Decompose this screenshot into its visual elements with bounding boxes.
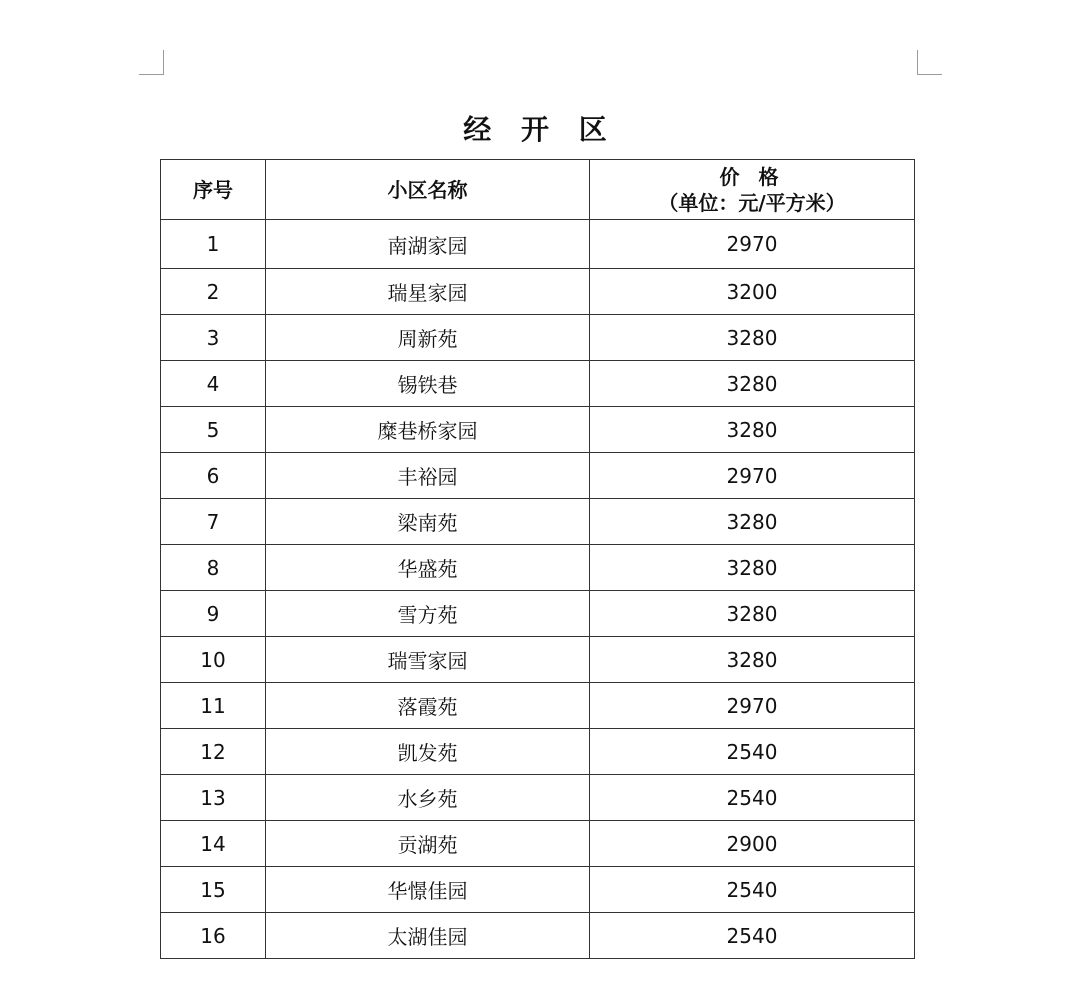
cell-serial-number: 11 xyxy=(161,683,266,729)
cell-community-name: 糜巷桥家园 xyxy=(266,407,590,453)
cell-price: 3280 xyxy=(590,637,915,683)
cell-price: 2970 xyxy=(590,220,915,269)
header-serial-number: 序号 xyxy=(161,160,266,220)
table-row xyxy=(161,453,915,499)
table-row xyxy=(161,361,915,407)
cell-price: 2540 xyxy=(590,775,915,821)
cell-serial-number: 3 xyxy=(161,315,266,361)
table-row xyxy=(161,913,915,959)
cell-serial-number: 12 xyxy=(161,729,266,775)
cell-community-name: 华憬佳园 xyxy=(266,867,590,913)
cell-community-name: 雪方苑 xyxy=(266,591,590,637)
page-corner-mark-top-left xyxy=(139,50,164,75)
cell-serial-number: 1 xyxy=(161,220,266,269)
cell-price: 3280 xyxy=(590,545,915,591)
cell-serial-number: 16 xyxy=(161,913,266,959)
table-row xyxy=(161,407,915,453)
cell-community-name: 丰裕园 xyxy=(266,453,590,499)
cell-community-name: 瑞雪家园 xyxy=(266,637,590,683)
cell-serial-number: 5 xyxy=(161,407,266,453)
cell-serial-number: 6 xyxy=(161,453,266,499)
table-row xyxy=(161,821,915,867)
cell-price: 3200 xyxy=(590,269,915,315)
cell-community-name: 南湖家园 xyxy=(266,220,590,269)
table-row xyxy=(161,683,915,729)
table-row xyxy=(161,729,915,775)
table-row xyxy=(161,775,915,821)
cell-price: 3280 xyxy=(590,361,915,407)
table-row xyxy=(161,591,915,637)
table-row xyxy=(161,269,915,315)
table-body xyxy=(161,220,915,959)
cell-price: 2540 xyxy=(590,913,915,959)
table-row xyxy=(161,315,915,361)
cell-community-name: 瑞星家园 xyxy=(266,269,590,315)
cell-community-name: 梁南苑 xyxy=(266,499,590,545)
table-row xyxy=(161,867,915,913)
cell-community-name: 落霞苑 xyxy=(266,683,590,729)
cell-community-name: 周新苑 xyxy=(266,315,590,361)
cell-price: 2970 xyxy=(590,683,915,729)
housing-price-table xyxy=(160,159,915,959)
cell-price: 2970 xyxy=(590,453,915,499)
cell-serial-number: 13 xyxy=(161,775,266,821)
table-row xyxy=(161,545,915,591)
document-title: 经 开 区 xyxy=(463,113,617,146)
cell-community-name: 凯发苑 xyxy=(266,729,590,775)
page-corner-mark-top-right xyxy=(917,50,942,75)
cell-community-name: 贡湖苑 xyxy=(266,821,590,867)
cell-serial-number: 9 xyxy=(161,591,266,637)
cell-serial-number: 4 xyxy=(161,361,266,407)
header-community-name: 小区名称 xyxy=(266,160,590,220)
cell-price: 3280 xyxy=(590,591,915,637)
cell-price: 3280 xyxy=(590,499,915,545)
header-price-unit: （单位：元/平方米） xyxy=(658,190,846,215)
table-row xyxy=(161,637,915,683)
header-price xyxy=(590,160,915,220)
cell-price: 2540 xyxy=(590,729,915,775)
table-row xyxy=(161,499,915,545)
table-row xyxy=(161,220,915,269)
cell-serial-number: 10 xyxy=(161,637,266,683)
cell-community-name: 太湖佳园 xyxy=(266,913,590,959)
table-header-row xyxy=(161,160,915,220)
cell-serial-number: 7 xyxy=(161,499,266,545)
cell-price: 2540 xyxy=(590,867,915,913)
cell-serial-number: 2 xyxy=(161,269,266,315)
cell-community-name: 华盛苑 xyxy=(266,545,590,591)
cell-serial-number: 15 xyxy=(161,867,266,913)
cell-price: 3280 xyxy=(590,407,915,453)
cell-price: 3280 xyxy=(590,315,915,361)
cell-community-name: 锡铁巷 xyxy=(266,361,590,407)
cell-serial-number: 8 xyxy=(161,545,266,591)
cell-price: 2900 xyxy=(590,821,915,867)
cell-community-name: 水乡苑 xyxy=(266,775,590,821)
header-price-label: 价 格 xyxy=(719,164,785,189)
cell-serial-number: 14 xyxy=(161,821,266,867)
